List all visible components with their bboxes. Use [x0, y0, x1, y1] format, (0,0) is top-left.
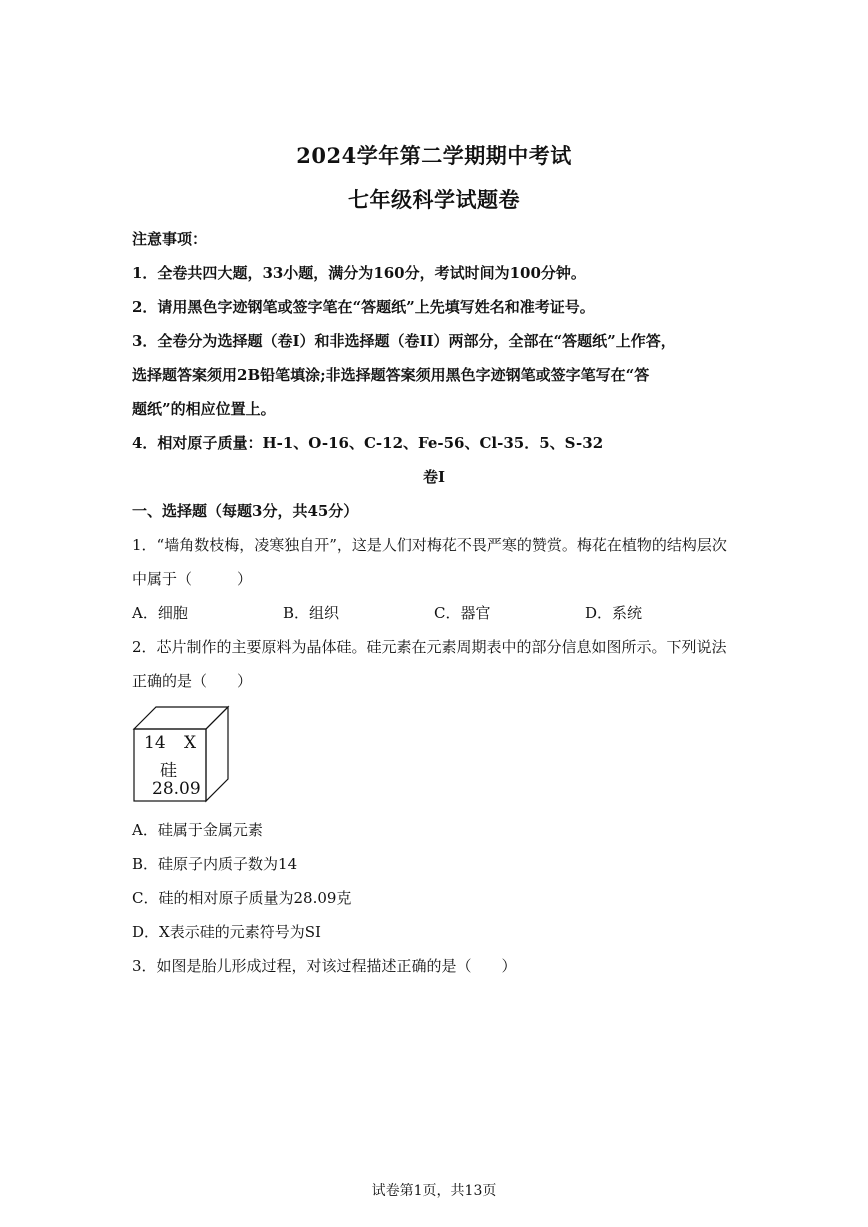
question-1-option-b: B．组织 [283, 604, 340, 622]
question-2-option-b: B．硅原子内质子数为14 [132, 855, 298, 873]
question-1-option-c: C．器官 [434, 604, 491, 622]
question-2-option-c: C．硅的相对原子质量为28.09克 [132, 889, 352, 907]
question-2-option-a: A．硅属于金属元素 [132, 821, 263, 839]
silicon-element-card [132, 705, 232, 805]
question-2-option-d: D．X表示硅的元素符号为SI [132, 923, 321, 941]
question-3-text: 3．如图是胎儿形成过程，对该过程描述正确的是（ ） [132, 957, 517, 975]
question-1-text-cont: 中属于（ ） [132, 570, 253, 588]
notice-item-3-cont: 选择题答案须用2B铅笔填涂;非选择题答案须用黑色字迹钢笔或签字笔写在“答 [132, 366, 650, 384]
notice-item-3: 3．全卷分为选择题（卷I）和非选择题（卷II）两部分，全部在“答题纸”上作答， [132, 332, 676, 350]
question-1-option-a: A．细胞 [132, 604, 188, 622]
element-atomic-number: 14 [144, 733, 166, 753]
notice-item-4: 4．相对原子质量：H-1、O-16、C-12、Fe-56、Cl-35．5、S-32 [132, 434, 604, 452]
question-2-text: 2．芯片制作的主要原料为晶体硅。硅元素在元素周期表中的部分信息如图所示。下列说法 [132, 638, 727, 656]
notice-item-2: 2．请用黑色字迹钢笔或签字笔在“答题纸”上先填写姓名和准考证号。 [132, 298, 595, 316]
volume-label: 卷I [422, 468, 446, 486]
element-symbol: X [184, 733, 197, 753]
page-footer: 试卷第1页，共13页 [371, 1183, 497, 1199]
exam-title: 2024学年第二学期期中考试 [296, 143, 572, 168]
part-title: 一、选择题（每题3分，共45分） [132, 502, 359, 520]
notice-item-1: 1．全卷共四大题，33小题，满分为160分，考试时间为100分钟。 [132, 264, 586, 282]
notice-heading: 注意事项： [132, 230, 208, 248]
question-2-text-cont: 正确的是（ ） [132, 672, 253, 690]
element-atomic-mass: 28.09 [152, 779, 201, 799]
question-1-text: 1．“墙角数枝梅，凌寒独自开”，这是人们对梅花不畏严寒的赞赏。梅花在植物的结构层次 [132, 536, 727, 554]
exam-subtitle: 七年级科学试题卷 [348, 187, 520, 212]
question-1-option-d: D．系统 [585, 604, 643, 622]
element-name: 硅 [160, 761, 177, 781]
notice-item-3-end: 题纸”的相应位置上。 [132, 400, 276, 418]
